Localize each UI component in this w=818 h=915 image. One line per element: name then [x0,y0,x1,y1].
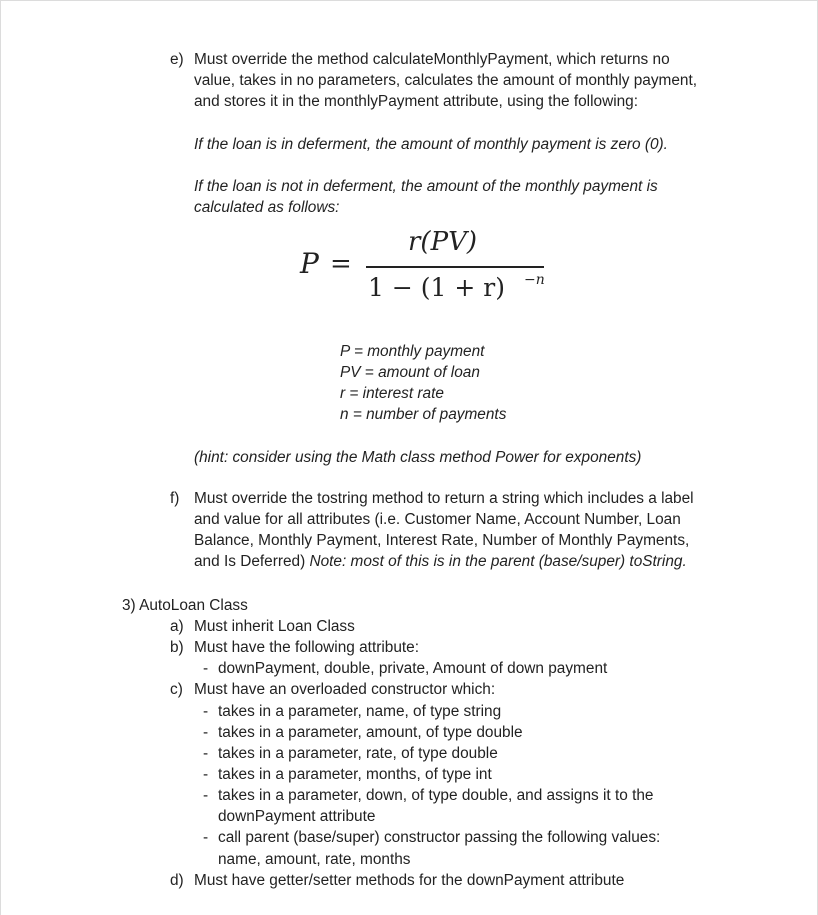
bullet-dash: - [203,787,209,804]
variable-n: n = number of payments [340,406,507,423]
calc-note-line-2: calculated as follows: [194,199,340,216]
item-3b-marker: b) [170,639,184,656]
bullet-dash: - [203,745,209,762]
constructor-param-amount: takes in a parameter, amount, of type double [218,724,523,741]
constructor-param-name: takes in a parameter, name, of type string [218,703,502,720]
formula-fraction-bar [366,266,544,268]
formula-numerator: r(PV) [408,227,477,257]
bullet-dash: - [203,703,209,720]
item-3a-marker: a) [170,618,184,635]
formula-exponent: −n [524,272,545,288]
page-border-top [0,0,818,1]
bullet-dash: - [203,660,209,677]
item-3c-text: Must have an overloaded constructor which: [194,681,496,698]
item-e-line-1: Must override the method calculateMonthlyPayment, which returns no [194,51,670,68]
constructor-parent-call-cont: name, amount, rate, months [218,851,411,868]
variable-p: P = monthly payment [340,343,485,360]
item-f-line-3: Balance, Monthly Payment, Interest Rate, Number of Monthly Payments, [194,532,690,549]
bullet-dash: - [203,724,209,741]
formula-lhs: P [300,247,319,280]
item-f-line-4-plain: and Is Deferred) [194,553,310,570]
bullet-dash: - [203,766,209,783]
item-f-line-4 [194,551,687,572]
item-f-line-2: and value for all attributes (i.e. Customer Name, Account Number, Loan [194,511,681,528]
hint-text: (hint: consider using the Math class method Power for exponents) [194,449,642,466]
item-f-marker: f) [170,490,180,507]
item-f-line-1: Must override the tostring method to return a string which includes a label [194,490,694,507]
item-3a-text: Must inherit Loan Class [194,618,355,635]
item-3d-marker: d) [170,872,184,889]
bullet-dash: - [203,829,209,846]
variable-pv: PV = amount of loan [340,364,480,381]
item-e-marker: e) [170,51,184,68]
formula-equals: = [330,249,352,279]
payment-formula [290,222,560,312]
constructor-parent-call: call parent (base/super) constructor passing the following values: [218,829,661,846]
constructor-param-down-cont: downPayment attribute [218,808,376,825]
variable-r: r = interest rate [340,385,444,402]
constructor-param-months: takes in a parameter, months, of type int [218,766,492,783]
item-f-note: Note: most of this is in the parent (base/super) toString. [309,553,687,570]
page-border-left [0,0,1,915]
section-3-title: 3) AutoLoan Class [122,597,248,614]
formula-denominator: 1 − (1 + r) [368,273,505,302]
item-3b-text: Must have the following attribute: [194,639,419,656]
item-3b-attribute: downPayment, double, private, Amount of down payment [218,660,608,677]
deferment-note: If the loan is in deferment, the amount of monthly payment is zero (0). [194,136,668,153]
item-e-line-2: value, takes in no parameters, calculates the amount of monthly payment, [194,72,698,89]
item-3d-text: Must have getter/setter methods for the downPayment attribute [194,872,625,889]
constructor-param-rate: takes in a parameter, rate, of type double [218,745,498,762]
calc-note-line-1: If the loan is not in deferment, the amount of the monthly payment is [194,178,658,195]
item-e-line-3: and stores it in the monthlyPayment attribute, using the following: [194,93,639,110]
item-3c-marker: c) [170,681,183,698]
constructor-param-down: takes in a parameter, down, of type double, and assigns it to the [218,787,654,804]
